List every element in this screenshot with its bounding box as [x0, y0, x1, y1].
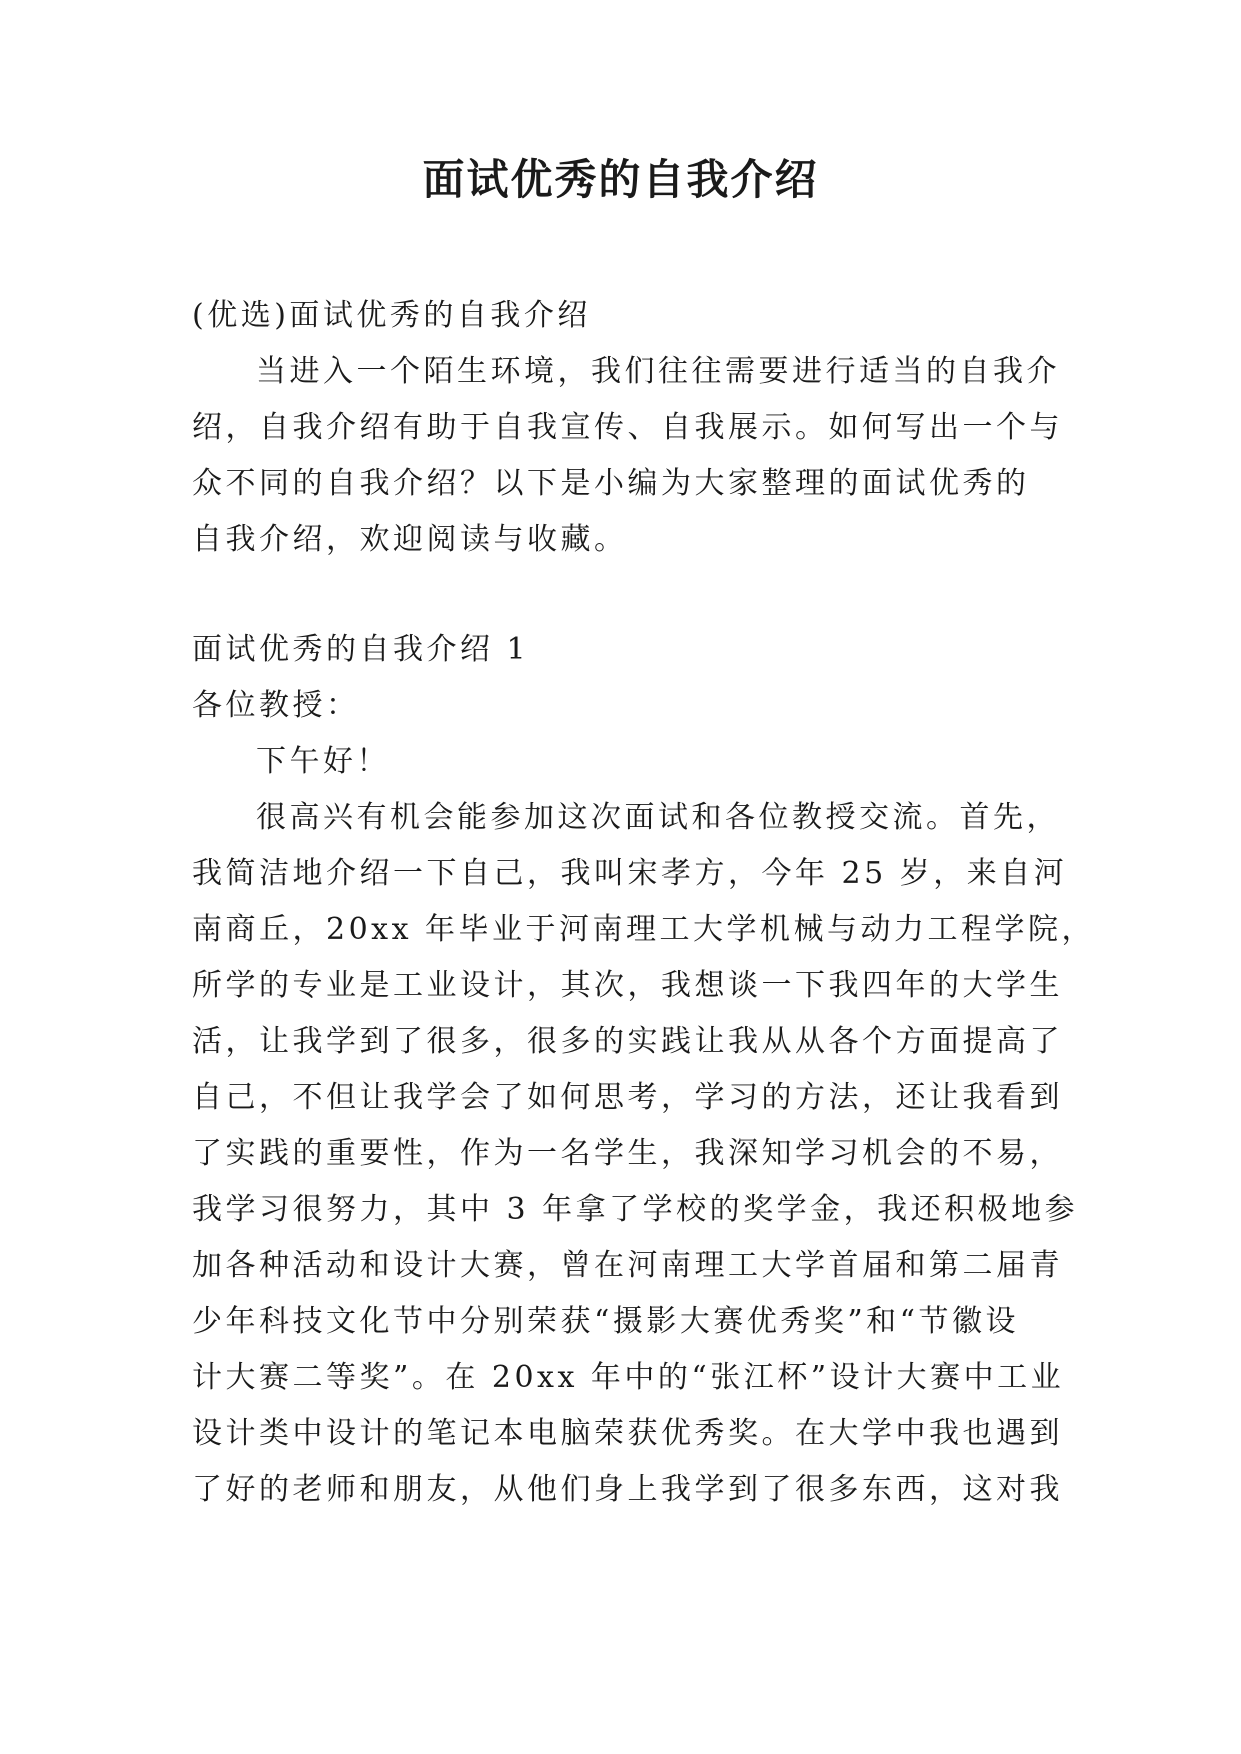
text-line-subtitle: (优选)面试优秀的自我介绍 [192, 298, 591, 333]
text-line: 南商丘，20xx 年毕业于河南理工大学机械与动力工程学院， [192, 912, 1096, 947]
text-line: 计大赛二等奖”。在 20xx 年中的“张江杯”设计大赛中工业 [192, 1360, 1065, 1395]
text-line: 绍，自我介绍有助于自我宣传、自我展示。如何写出一个与 [192, 410, 1063, 445]
text-line: 加各种活动和设计大赛，曾在河南理工大学首届和第二届青 [192, 1248, 1063, 1283]
text-line: 设计类中设计的笔记本电脑荣获优秀奖。在大学中我也遇到 [192, 1416, 1063, 1451]
text-line: 少年科技文化节中分别荣获“摄影大赛优秀奖”和“节徽设 [192, 1304, 1020, 1339]
text-line: 自己，不但让我学会了如何思考，学习的方法，还让我看到 [192, 1080, 1063, 1115]
text-line: 当进入一个陌生环境，我们往往需要进行适当的自我介 [256, 354, 1060, 389]
text-line: 很高兴有机会能参加这次面试和各位教授交流。首先， [256, 800, 1060, 835]
text-line: 众不同的自我介绍？以下是小编为大家整理的面试优秀的 [192, 466, 1030, 501]
text-line: 我学习很努力，其中 3 年拿了学校的奖学金，我还积极地参 [192, 1192, 1079, 1227]
text-line: 所学的专业是工业设计，其次，我想谈一下我四年的大学生 [192, 968, 1063, 1003]
text-line: 了好的老师和朋友，从他们身上我学到了很多东西，这对我 [192, 1472, 1063, 1507]
text-line: 自我介绍，欢迎阅读与收藏。 [192, 522, 628, 557]
document-title: 面试优秀的自我介绍 [422, 155, 819, 204]
text-line: 活，让我学到了很多，很多的实践让我从从各个方面提高了 [192, 1024, 1063, 1059]
salutation: 各位教授： [192, 688, 360, 723]
section-heading: 面试优秀的自我介绍 1 [192, 632, 530, 667]
text-line: 了实践的重要性，作为一名学生，我深知学习机会的不易， [192, 1136, 1063, 1171]
greeting: 下午好！ [256, 744, 390, 779]
text-line: 我简洁地介绍一下自己，我叫宋孝方，今年 25 岁，来自河 [192, 856, 1068, 891]
